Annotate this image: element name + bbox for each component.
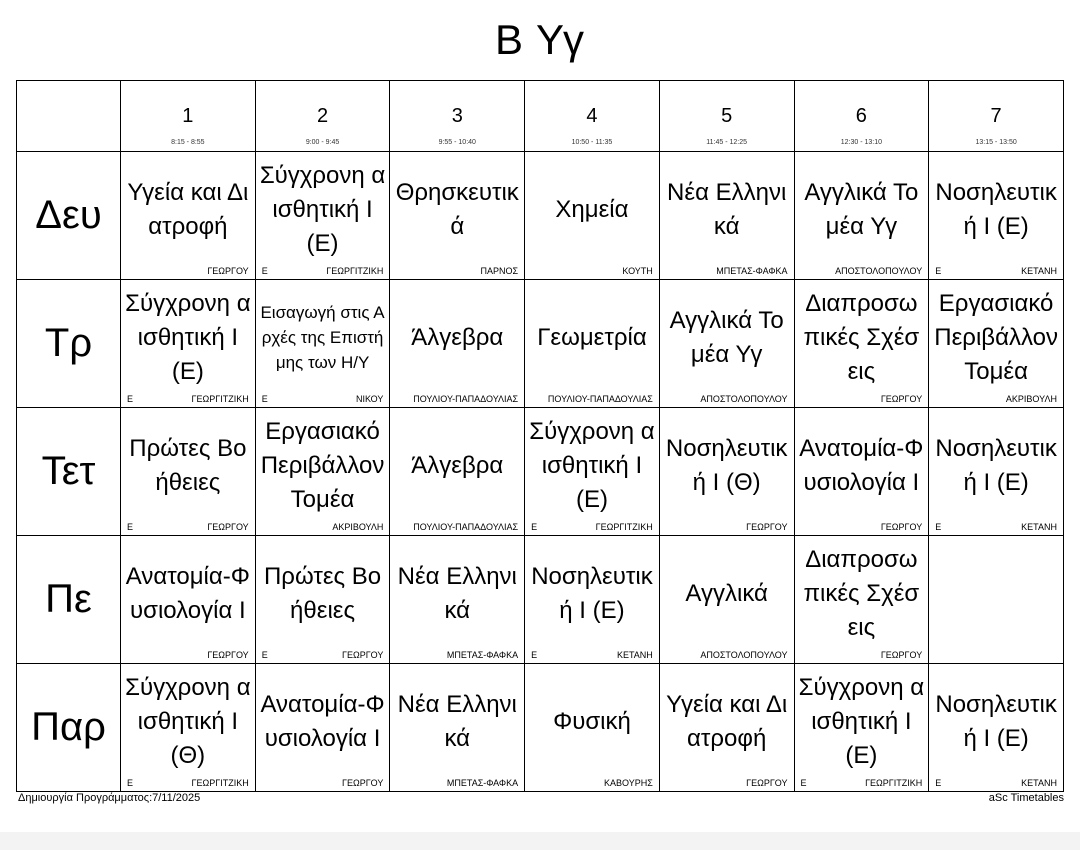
lesson-cell	[121, 536, 256, 664]
lesson-subject	[394, 152, 520, 267]
lesson-subject-text: Πρώτες Βοήθειες	[263, 562, 382, 624]
lesson-subject	[529, 152, 655, 267]
lesson-subject-text: Νοσηλευτική Ι (Ε)	[531, 562, 653, 624]
lesson-teacher: ΚΕΤΑΝΗ	[1021, 522, 1057, 532]
day-row	[17, 280, 1064, 408]
lesson-group: Ε	[261, 650, 268, 660]
day-label: Δευ	[17, 152, 121, 280]
lesson-subject	[664, 280, 790, 395]
period-header	[929, 81, 1064, 152]
day-row	[17, 664, 1064, 792]
period-time: 11:45 - 12:25	[706, 139, 748, 146]
lesson-cell	[929, 280, 1064, 408]
lesson-cell	[121, 152, 256, 280]
lesson-cell	[121, 664, 256, 792]
lesson-teacher: ΓΕΩΡΓΟΥ	[342, 778, 384, 788]
lesson-subject-text: Εισαγωγή στις Αρχές της Επιστήμης των Η/Υ	[260, 303, 385, 372]
lesson-teacher: ΑΚΡΙΒΟΥΛΗ	[1005, 394, 1057, 404]
lesson-subject	[260, 536, 386, 651]
lesson-teacher: ΚΟΥΤΗ	[622, 266, 653, 276]
lesson-cell	[525, 280, 660, 408]
lesson-subject	[664, 664, 790, 779]
lesson-teacher: ΜΠΕΤΑΣ-ΦΑΦΚΑ	[716, 266, 788, 276]
lesson-subject-text: Νέα Ελληνικά	[397, 562, 517, 624]
period-header	[255, 81, 390, 152]
lesson-teacher: ΓΕΩΡΓΟΥ	[880, 522, 923, 532]
lesson-teacher: ΓΕΩΡΓΟΥ	[207, 266, 249, 276]
day-label: Τρ	[17, 280, 121, 408]
lesson-cell	[255, 536, 390, 664]
lesson-cell	[390, 280, 525, 408]
lesson-group: Ε	[127, 522, 134, 532]
lesson-subject	[933, 280, 1059, 395]
lesson-group: Ε	[935, 778, 942, 788]
lesson-cell	[255, 664, 390, 792]
period-header	[659, 81, 794, 152]
lesson-subject	[260, 408, 386, 523]
lesson-subject	[799, 536, 925, 651]
lesson-subject	[125, 280, 251, 395]
period-number: 7	[990, 105, 1002, 127]
period-number: 5	[721, 105, 733, 127]
lesson-subject-text: Διαπροσωπικές Σχέσεις	[803, 289, 920, 385]
lesson-cell	[794, 664, 929, 792]
lesson-subject-text: Χημεία	[555, 195, 629, 223]
lesson-teacher: ΑΚΡΙΒΟΥΛΗ	[332, 522, 384, 532]
lesson-cell	[659, 664, 794, 792]
lesson-teacher: ΑΠΟΣΤΟΛΟΠΟΥΛΟΥ	[835, 266, 923, 276]
lesson-cell	[794, 536, 929, 664]
day-label: Πε	[17, 536, 121, 664]
lesson-cell	[390, 664, 525, 792]
lesson-subject-text: Υγεία και Διατροφή	[127, 178, 249, 240]
lesson-subject-text: Σύγχρονη αισθητική Ι (Ε)	[529, 417, 655, 513]
lesson-subject-text: Διαπροσωπικές Σχέσεις	[803, 545, 920, 641]
lesson-subject	[799, 408, 925, 523]
lesson-subject	[799, 280, 925, 395]
lesson-group: Ε	[261, 266, 268, 276]
lesson-subject	[260, 280, 386, 395]
period-time: 13:15 - 13:50	[975, 139, 1017, 146]
lesson-group: Ε	[531, 522, 538, 532]
day-row	[17, 536, 1064, 664]
lesson-cell	[525, 536, 660, 664]
corner-cell	[17, 81, 121, 152]
period-header	[525, 81, 660, 152]
lesson-group: Ε	[935, 522, 942, 532]
lesson-subject	[125, 536, 251, 651]
day-row	[17, 408, 1064, 536]
lesson-subject	[125, 152, 251, 267]
page-title: Β Υγ	[495, 16, 585, 63]
lesson-subject-text: Νοσηλευτική Ι (Θ)	[665, 434, 788, 496]
lesson-subject	[125, 408, 251, 523]
lesson-subject	[529, 280, 655, 395]
period-time: 8:15 - 8:55	[171, 139, 205, 146]
lesson-teacher: ΚΕΤΑΝΗ	[1021, 266, 1057, 276]
period-time: 9:55 - 10:40	[438, 139, 476, 146]
lesson-teacher: ΠΟΥΛΙΟΥ-ΠΑΠΑΔΟΥΛΙΑΣ	[547, 394, 653, 404]
lesson-teacher: ΚΕΤΑΝΗ	[1021, 778, 1057, 788]
created-date: Δημιουργία Προγράμματος:7/11/2025	[18, 792, 201, 804]
lesson-cell	[525, 664, 660, 792]
day-label: Τετ	[17, 408, 121, 536]
period-number: 3	[451, 105, 463, 127]
lesson-group: Ε	[127, 778, 134, 788]
lesson-cell	[659, 280, 794, 408]
day-label: Παρ	[17, 664, 121, 792]
lesson-subject	[394, 408, 520, 523]
lesson-subject	[394, 664, 520, 779]
lesson-cell	[929, 152, 1064, 280]
period-number: 4	[586, 105, 598, 127]
lesson-teacher: ΓΕΩΡΓΙΤΖΙΚΗ	[191, 778, 249, 788]
lesson-teacher: ΑΠΟΣΤΟΛΟΠΟΥΛΟΥ	[700, 394, 788, 404]
lesson-teacher: ΝΙΚΟΥ	[355, 394, 384, 404]
brand-label: aSc Timetables	[988, 792, 1064, 804]
lesson-subject	[394, 280, 520, 395]
period-header	[121, 81, 256, 152]
bottom-band	[0, 832, 1080, 850]
period-number: 6	[855, 105, 867, 127]
lesson-group: Ε	[935, 266, 942, 276]
period-time: 12:30 - 13:10	[840, 139, 882, 146]
lesson-cell	[929, 536, 1064, 664]
period-number: 2	[316, 105, 329, 127]
lesson-subject-text: Σύγχρονη αισθητική Ι (Ε)	[259, 161, 386, 257]
lesson-cell	[659, 152, 794, 280]
period-number: 1	[182, 105, 194, 127]
lesson-teacher: ΚΑΒΟΥΡΗΣ	[604, 778, 653, 788]
lesson-group: Ε	[261, 394, 268, 404]
lesson-subject-text: Φυσική	[553, 707, 631, 735]
lesson-subject	[394, 536, 520, 651]
lesson-subject-text: Θρησκευτικά	[395, 178, 519, 240]
lesson-subject	[260, 152, 386, 267]
lesson-teacher: ΠΟΥΛΙΟΥ-ΠΑΠΑΔΟΥΛΙΑΣ	[413, 394, 519, 404]
lesson-subject-text: Ανατομία-Φυσιολογία Ι	[125, 562, 250, 624]
lesson-teacher: ΓΕΩΡΓΟΥ	[342, 650, 384, 660]
lesson-subject-text: Νοσηλευτική Ι (Ε)	[935, 434, 1057, 496]
period-header-row	[17, 81, 1064, 152]
lesson-cell	[794, 408, 929, 536]
lesson-subject	[933, 408, 1059, 523]
period-time: 10:50 - 11:35	[571, 139, 613, 146]
lesson-teacher: ΓΕΩΡΓΟΥ	[880, 394, 923, 404]
lesson-subject	[799, 152, 925, 267]
lesson-subject	[529, 664, 655, 779]
lesson-subject-text: Νέα Ελληνικά	[667, 178, 787, 240]
lesson-subject	[933, 664, 1059, 779]
lesson-subject	[933, 152, 1059, 267]
lesson-subject-text: Εργασιακό Περιβάλλον Τομέα	[260, 417, 385, 513]
lesson-subject	[260, 664, 386, 779]
day-row	[17, 152, 1064, 280]
lesson-subject-text: Άλγεβρα	[411, 451, 504, 479]
lesson-cell	[659, 536, 794, 664]
lesson-cell	[929, 408, 1064, 536]
timetable	[16, 80, 1064, 792]
lesson-group: Ε	[531, 650, 538, 660]
lesson-subject-text: Ανατομία-Φυσιολογία Ι	[799, 434, 924, 496]
lesson-cell	[390, 536, 525, 664]
lesson-teacher: ΓΕΩΡΓΙΤΖΙΚΗ	[595, 522, 653, 532]
lesson-cell	[659, 408, 794, 536]
lesson-teacher: ΠΑΡΝΟΣ	[480, 266, 519, 276]
lesson-subject-text: Πρώτες Βοήθειες	[129, 434, 247, 496]
lesson-subject-text: Ανατομία-Φυσιολογία Ι	[260, 690, 385, 752]
lesson-subject-text: Γεωμετρία	[537, 323, 647, 351]
lesson-teacher: ΓΕΩΡΓΙΤΖΙΚΗ	[326, 266, 384, 276]
lesson-subject-text: Νοσηλευτική Ι (Ε)	[935, 178, 1057, 240]
lesson-subject-text: Υγεία και Διατροφή	[666, 690, 788, 752]
lesson-subject	[799, 664, 925, 779]
lesson-subject-text: Σύγχρονη αισθητική Ι (Ε)	[125, 289, 251, 385]
lesson-cell	[929, 664, 1064, 792]
lesson-cell	[255, 280, 390, 408]
lesson-subject-text: Αγγλικά Τομέα Υγ	[804, 178, 919, 240]
lesson-subject-text: Νέα Ελληνικά	[397, 690, 517, 752]
lesson-teacher: ΜΠΕΤΑΣ-ΦΑΦΚΑ	[446, 650, 519, 660]
lesson-group: Ε	[800, 778, 807, 788]
lesson-teacher: ΓΕΩΡΓΟΥ	[746, 778, 788, 788]
lesson-cell	[525, 408, 660, 536]
lesson-subject	[529, 408, 655, 523]
lesson-teacher: ΓΕΩΡΓΟΥ	[880, 650, 923, 660]
lesson-teacher: ΠΟΥΛΙΟΥ-ΠΑΠΑΔΟΥΛΙΑΣ	[413, 522, 519, 532]
lesson-teacher: ΓΕΩΡΓΟΥ	[746, 522, 788, 532]
lesson-subject	[664, 408, 790, 523]
lesson-cell	[255, 152, 390, 280]
lesson-cell	[121, 280, 256, 408]
lesson-teacher: ΓΕΩΡΓΟΥ	[207, 650, 249, 660]
period-header	[794, 81, 929, 152]
lesson-cell	[255, 408, 390, 536]
lesson-subject-text: Εργασιακό Περιβάλλον Τομέα	[934, 289, 1058, 385]
lesson-cell	[525, 152, 660, 280]
lesson-teacher: ΚΕΤΑΝΗ	[616, 650, 653, 660]
lesson-cell	[121, 408, 256, 536]
period-time: 9:00 - 9:45	[305, 139, 340, 146]
lesson-subject-text: Αγγλικά Τομέα Υγ	[669, 306, 784, 368]
lesson-subject	[933, 536, 1059, 651]
lesson-group: Ε	[127, 394, 134, 404]
lesson-subject-text: Σύγχρονη αισθητική Ι (Θ)	[125, 673, 251, 769]
lesson-subject-text: Αγγλικά	[685, 579, 768, 607]
lesson-cell	[794, 280, 929, 408]
lesson-subject-text: Νοσηλευτική Ι (Ε)	[935, 690, 1057, 752]
lesson-teacher: ΜΠΕΤΑΣ-ΦΑΦΚΑ	[446, 778, 519, 788]
period-header	[390, 81, 525, 152]
day-rows	[17, 152, 1064, 792]
lesson-teacher: ΓΕΩΡΓΟΥ	[207, 522, 249, 532]
lesson-teacher: ΓΕΩΡΓΙΤΖΙΚΗ	[191, 394, 249, 404]
lesson-subject	[125, 664, 251, 779]
lesson-subject	[529, 536, 655, 651]
lesson-teacher: ΓΕΩΡΓΙΤΖΙΚΗ	[865, 778, 923, 788]
lesson-cell	[794, 152, 929, 280]
lesson-subject-text: Σύγχρονη αισθητική Ι (Ε)	[798, 673, 925, 769]
lesson-subject-text: Άλγεβρα	[411, 323, 504, 351]
lesson-cell	[390, 408, 525, 536]
lesson-cell	[390, 152, 525, 280]
lesson-teacher: ΑΠΟΣΤΟΛΟΠΟΥΛΟΥ	[700, 650, 788, 660]
lesson-subject	[664, 536, 790, 651]
lesson-subject	[664, 152, 790, 267]
